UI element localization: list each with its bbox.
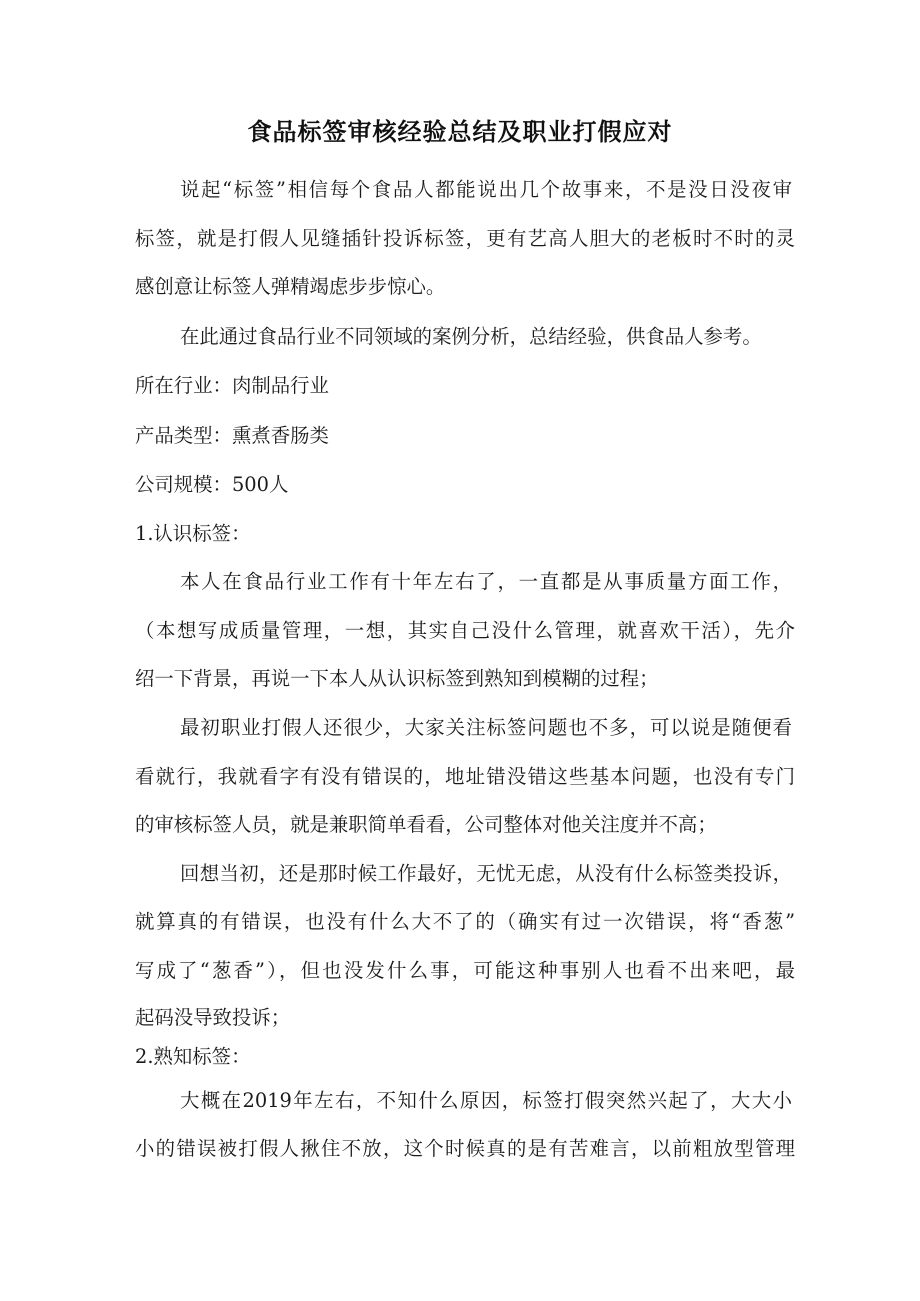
paragraph-line: 标签，就是打假人见缝插针投诉标签，更有艺高人胆大的老板时不时的灵 xyxy=(135,227,795,250)
info-industry: 所在行业：肉制品行业 xyxy=(135,374,329,397)
document-title: 食品标签审核经验总结及职业打假应对 xyxy=(247,118,673,146)
paragraph-line: 回想当初，还是那时候工作最好，无忧无虑，从没有什么标签类投诉， xyxy=(180,862,792,885)
paragraph-line: （本想写成质量管理，一想，其实自己没什么管理，就喜欢干活），先介 xyxy=(135,619,795,642)
paragraph-line: 小的错误被打假人揪住不放，这个时候真的是有苦难言，以前粗放型管理 xyxy=(135,1137,795,1160)
info-product-type: 产品类型：熏煮香肠类 xyxy=(135,424,329,447)
paragraph-line: 最初职业打假人还很少，大家关注标签问题也不多，可以说是随便看 xyxy=(180,716,792,739)
paragraph-line: 就算真的有错误，也没有什么大不了的（确实有过一次错误，将“香葱” xyxy=(135,910,795,933)
paragraph-line: 起码没导致投诉； xyxy=(135,1006,291,1029)
paragraph-line: 感创意让标签人弹精竭虑步步惊心。 xyxy=(135,275,446,298)
paragraph-line: 说起“标签”相信每个食品人都能说出几个故事来，不是没日没夜审 xyxy=(180,178,792,201)
paragraph-line: 的审核标签人员，就是兼职简单看看，公司整体对他关注度并不高； xyxy=(135,813,717,836)
paragraph-line: 本人在食品行业工作有十年左右了，一直都是从事质量方面工作， xyxy=(180,570,792,593)
paragraph-line: 看就行，我就看字有没有错误的，地址错没错这些基本问题，也没有专门 xyxy=(135,765,795,788)
section-heading: 2.熟知标签： xyxy=(135,1045,251,1068)
section-heading: 1.认识标签： xyxy=(135,522,251,545)
paragraph-line: 写成了“葱香”），但也没发什么事，可能这种事别人也看不出来吧，最 xyxy=(135,959,795,982)
paragraph-line: 大概在2019年左右，不知什么原因，标签打假突然兴起了，大大小 xyxy=(180,1089,792,1112)
paragraph-line: 绍一下背景，再说一下本人从认识标签到熟知到模糊的过程； xyxy=(135,667,659,690)
paragraph-line: 在此通过食品行业不同领域的案例分析，总结经验，供食品人参考。 xyxy=(180,325,762,348)
info-company-size: 公司规模：500人 xyxy=(135,473,289,496)
